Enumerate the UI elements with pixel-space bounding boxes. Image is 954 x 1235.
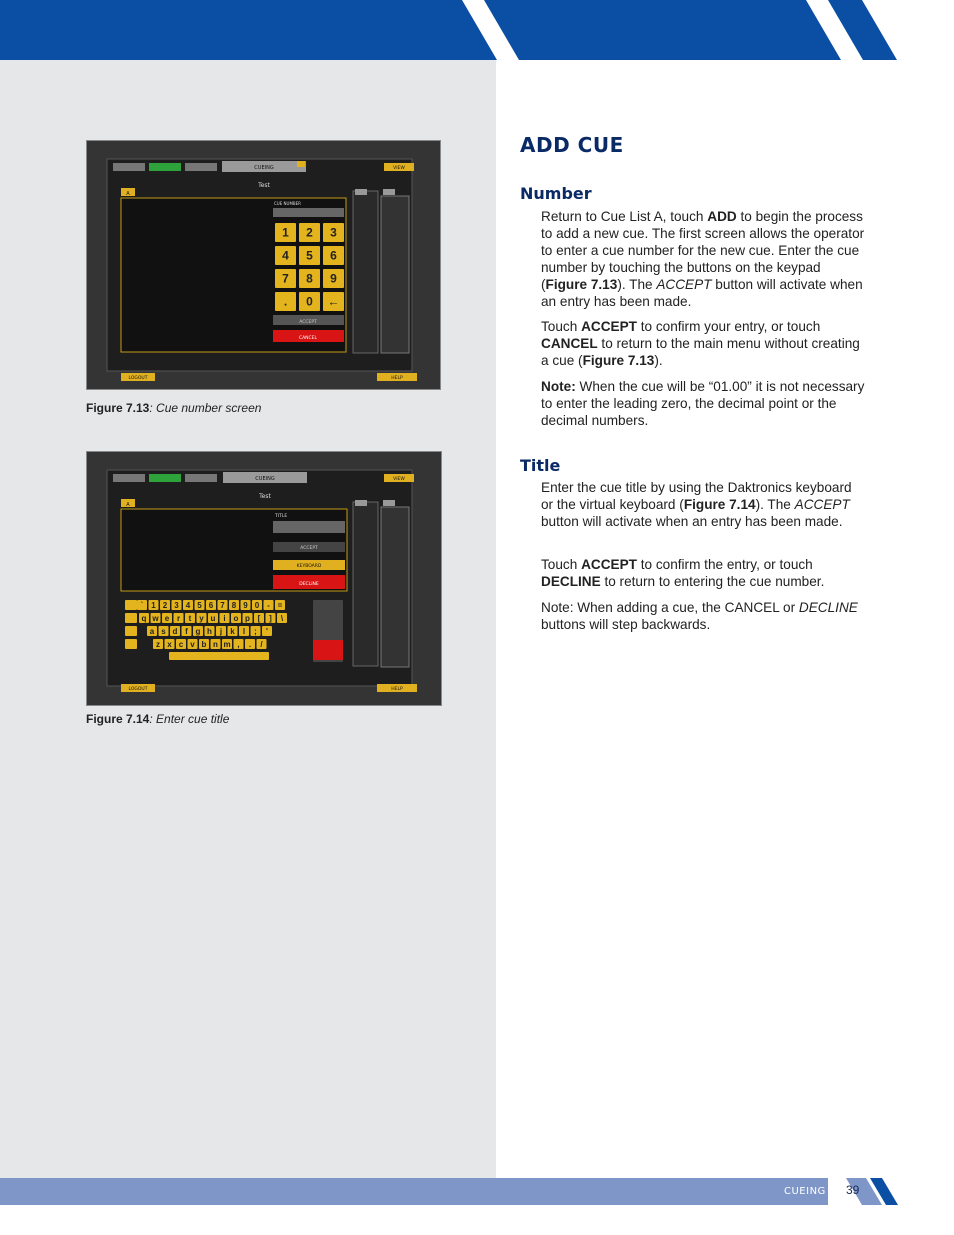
footer-section-label: CUEING xyxy=(784,1186,826,1197)
figure-enter-cue-title xyxy=(86,451,442,706)
text-run: Figure 7.13 xyxy=(545,277,618,292)
accept-button: ACCEPT xyxy=(300,546,318,551)
screen-title: Test xyxy=(259,493,271,500)
text-run: Enter the cue title by using the Daktronics keyboard or the virtual keyboard ( xyxy=(541,480,852,512)
tab-cueing: CUEING xyxy=(255,476,275,482)
keyboard-key-label: 6 xyxy=(208,600,214,610)
help-button: HELP xyxy=(391,687,403,692)
keyboard-key-label: r xyxy=(176,613,181,623)
keypad-key-label: 3 xyxy=(330,225,337,240)
text-run: CANCEL xyxy=(541,336,598,351)
enter-cue-title-screen xyxy=(87,452,441,705)
keypad-key-label: 6 xyxy=(330,248,337,263)
text-run: ACCEPT xyxy=(581,319,637,334)
list-label: A xyxy=(126,191,130,197)
keyboard-key-label: \ xyxy=(280,613,284,623)
keyboard-key-label: 4 xyxy=(185,600,191,610)
text-run: DECLINE xyxy=(541,574,601,589)
keypad-key-label: 8 xyxy=(306,271,313,286)
text-run: DECLINE xyxy=(798,600,858,615)
keyboard-key-label: / xyxy=(260,639,263,649)
field-label: CUE NUMBER xyxy=(274,201,301,206)
keypad-key-label: 7 xyxy=(282,271,289,286)
screen-title: Test xyxy=(258,182,270,189)
text-run: ACCEPT xyxy=(656,277,712,292)
keyboard-key-label: g xyxy=(195,626,201,636)
keyboard-key-label: . xyxy=(248,639,252,649)
text-run: to begin the process to add a new cue. The first screen allows the operator to enter a cue number for the new cue. Enter the cue number by touching the buttons on the keypad ( xyxy=(541,209,865,292)
text-run: button will activate when an entry has been made. xyxy=(541,514,843,529)
keyboard-key-label: i xyxy=(223,613,226,623)
text-run: to confirm your entry, or touch xyxy=(636,319,821,334)
keyboard-decline-key xyxy=(313,640,343,660)
section-heading: ADD CUE xyxy=(520,133,624,157)
keyboard-modifier-key xyxy=(125,639,137,649)
text-run: Note: xyxy=(541,379,576,394)
keyboard-key-label: y xyxy=(199,613,204,623)
keyboard-key-label: ' xyxy=(266,626,268,636)
keyboard-key-label: j xyxy=(219,626,223,636)
keyboard-modifier-key xyxy=(125,613,137,623)
caption-label: Figure 7.13 xyxy=(86,401,150,415)
keyboard-key-label: [ xyxy=(257,613,261,623)
keyboard-key-label: s xyxy=(161,626,166,636)
title-note xyxy=(541,599,866,633)
text-run: ADD xyxy=(707,209,737,224)
keyboard-key-label: m xyxy=(223,639,231,649)
keyboard-key-label: , xyxy=(237,639,240,649)
view-button: VIEW xyxy=(393,166,405,171)
tab-cueing: CUEING xyxy=(254,165,274,171)
keyboard-key-label: z xyxy=(156,639,160,649)
text-run: to return to entering the cue number. xyxy=(600,574,825,589)
text-run: When the cue will be “01.00” it is not necessary to enter the leading zero, the decimal point or the decimal numbers. xyxy=(541,379,865,428)
keyboard-key-label: k xyxy=(230,626,235,636)
keypad-key-label: 1 xyxy=(282,225,289,240)
keyboard-key-label: 8 xyxy=(231,600,237,610)
keyboard-key-label: ; xyxy=(254,626,257,636)
title-heading: Title xyxy=(520,456,561,475)
text-run: ACCEPT xyxy=(794,497,850,512)
text-run: Figure 7.13 xyxy=(582,353,655,368)
keyboard-key-label: e xyxy=(164,613,170,623)
text-run: Figure 7.14 xyxy=(683,497,756,512)
keyboard-modifier-key xyxy=(125,600,137,610)
keyboard-key-label: v xyxy=(190,639,195,649)
keyboard-key-label: w xyxy=(152,613,159,623)
caption-label: Figure 7.14 xyxy=(86,712,150,726)
title-paragraph-1 xyxy=(541,479,866,530)
keyboard-key-label: 3 xyxy=(174,600,179,610)
view-button: VIEW xyxy=(393,477,405,482)
keyboard-key-label: n xyxy=(213,639,218,649)
keyboard-key-label: f xyxy=(185,626,188,636)
text-run: to confirm the entry, or touch xyxy=(636,557,813,572)
text-run: button will activate when an entry has been made. xyxy=(541,277,863,309)
keyboard-modifier-key xyxy=(125,626,137,636)
keyboard-key-label: 0 xyxy=(254,600,260,610)
text-run: Return to Cue List A, touch xyxy=(541,209,708,224)
keyboard-key-label: x xyxy=(167,639,172,649)
figure-caption-7-14 xyxy=(86,712,229,726)
keyboard-key-label: c xyxy=(178,639,184,649)
number-paragraph-2 xyxy=(541,318,866,369)
number-heading: Number xyxy=(520,184,592,203)
figure-cue-number-screen xyxy=(86,140,441,390)
text-run: to return to the main menu without creating a cue ( xyxy=(541,336,860,368)
number-paragraph-1 xyxy=(541,208,866,310)
keyboard-key-label: ` xyxy=(140,600,144,610)
cue-number-screen xyxy=(87,141,440,389)
keyboard-key-label: - xyxy=(267,600,270,610)
text-run: ). xyxy=(654,353,663,368)
keyboard-key-label: q xyxy=(141,613,147,623)
title-paragraph-2 xyxy=(541,556,866,590)
text-run: Note: When adding a cue, the CANCEL or xyxy=(541,600,799,615)
keypad-key-label: 2 xyxy=(306,225,313,240)
keyboard-key-label: u xyxy=(210,613,216,623)
keyboard-key-label: a xyxy=(149,626,155,636)
keyboard-key-label: b xyxy=(201,639,207,649)
keypad-key-label: . xyxy=(283,294,288,309)
keyboard-key-label: 7 xyxy=(220,600,225,610)
text-run: ). The xyxy=(617,277,657,292)
text-run: ACCEPT xyxy=(581,557,637,572)
caption-text: : Cue number screen xyxy=(149,401,262,415)
keyboard-key-label: p xyxy=(245,613,250,623)
keypad-key-label: 5 xyxy=(306,248,313,263)
keyboard-key-label: 5 xyxy=(197,600,202,610)
keyboard-key-label: = xyxy=(277,600,283,610)
logout-button: LOGOUT xyxy=(128,687,148,692)
keyboard-key-label: h xyxy=(207,626,212,636)
keyboard-key-label: t xyxy=(188,613,192,623)
space-bar xyxy=(169,652,269,660)
decline-button: DECLINE xyxy=(299,582,319,587)
keypad-key-label: ← xyxy=(327,294,340,309)
text-run: Touch xyxy=(541,557,582,572)
keyboard-button: KEYBOARD xyxy=(296,564,322,569)
figure-caption-7-13 xyxy=(86,401,261,415)
field-label: TITLE xyxy=(275,514,288,519)
text-run: Touch xyxy=(541,319,582,334)
caption-text: : Enter cue title xyxy=(149,712,230,726)
number-note xyxy=(541,378,866,429)
page-number: 39 xyxy=(846,1183,860,1197)
keyboard-key-label: 9 xyxy=(243,600,248,610)
logout-button: LOGOUT xyxy=(128,376,148,381)
text-run: buttons will step backwards. xyxy=(541,617,711,632)
keyboard-key-label: ] xyxy=(269,613,272,623)
keypad-key-label: 9 xyxy=(330,271,337,286)
accept-button: ACCEPT xyxy=(299,320,317,325)
list-label: A xyxy=(126,502,130,508)
keyboard-key-label: d xyxy=(172,626,178,636)
header-band xyxy=(0,0,954,60)
keypad-key-label: 0 xyxy=(306,294,313,309)
help-button: HELP xyxy=(391,376,403,381)
keyboard-key-label: l xyxy=(242,626,246,636)
cancel-button: CANCEL xyxy=(298,336,318,341)
keypad-key-label: 4 xyxy=(282,248,289,263)
keyboard-key-label: 1 xyxy=(151,600,156,610)
keyboard-key-label: o xyxy=(233,613,239,623)
text-run: ). The xyxy=(755,497,795,512)
keyboard-key-label: 2 xyxy=(162,600,168,610)
